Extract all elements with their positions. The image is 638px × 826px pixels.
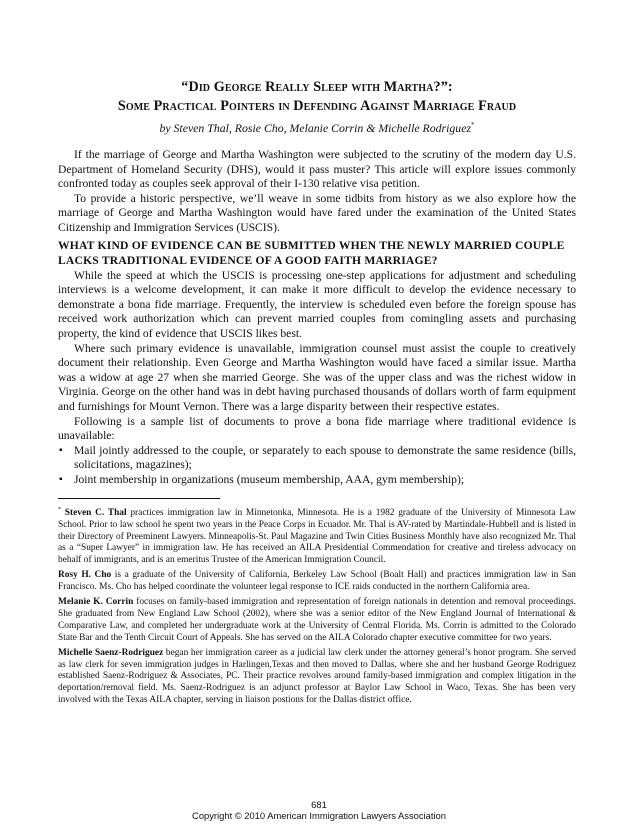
footnote-mark: *	[58, 506, 61, 513]
footnote-text: is a graduate of the University of California, Berkeley Law School (Boalt Hall) and practices immigration law in San Francisco. Ms. Cho has helped coordinate the volunteer legal response to ICE raids conducted in the northern California area.	[58, 570, 576, 593]
footnote	[58, 597, 576, 645]
list-item	[58, 473, 576, 488]
footnote	[58, 570, 576, 594]
bullet-icon: ▪	[59, 444, 63, 456]
footnote	[58, 648, 576, 708]
footnote-author-name: Melanie K. Corrin	[58, 597, 134, 608]
intro-paragraph-2: To provide a historic perspective, we’ll weave in some tidbits from history as we also explore how the marriage of George and Martha Washington would have fared under the examination of the United States Citizenship and Immigration Services (USCIS).	[58, 191, 576, 234]
section-paragraph-2: Where such primary evidence is unavailable, immigration counsel must assist the couple to creatively document their relationship. Even George and Martha Washington would have faced a similar issue. Martha was a widow at age 27 when she married George. She was of the upper class and was the richest widow in Virginia. George on the other hand was in debt having purchased thousands of dollars worth of farm equipment and furnishings for Mount Vernon. There was a large disparity between their respective estates.	[58, 341, 576, 414]
footnote-text: practices immigration law in Minnetonka, Minnesota. He is a 1982 graduate of the University of Minnesota Law School. Prior to law school he spent two years in the Peace Corps in Ecuador. Mr. Thal is AV-rated by Martindale-Hubbell and is listed in their Directory of Preeminent Lawyers. Minneapolis-St. Paul Magazine and Twin Cities Business Monthly have also recognized Mr. Thal as a “Super Lawyer” in immigration law. He has received an AILA Presidential Commendation for creative and tireless advocacy on behalf of immigrants, and is an emeritus Trustee of the American Immigration Council.	[58, 507, 577, 566]
footnote-author-name: Rosy H. Cho	[58, 570, 112, 581]
footnote-author-name: Steven C. Thal	[64, 507, 127, 518]
list-item	[58, 444, 576, 473]
author-byline	[58, 118, 576, 136]
footnote-divider	[58, 498, 220, 499]
document-page	[58, 78, 576, 710]
footnote-text: focuses on family-based immigration and representation of foreign nationals in detention and removal proceedings. She graduated from New England Law School (2002), where she was a senior editor of the New England Journal of International & Comparative Law, and completed her undergraduate work at the University of Central Florida. Ms. Corrin is admitted to the Colorado State Bar and the Tenth Circuit Court of Appeals. She has served on the AILA Colorado chapter executive committee for two years.	[58, 597, 576, 643]
byline-footnote-mark: *	[471, 121, 475, 129]
article-title	[58, 78, 576, 116]
list-item-text: Mail jointly addressed to the couple, or separately to each spouse to demonstrate the same residence (bills, solicitations, magazines);	[74, 443, 576, 472]
section-paragraph-3: Following is a sample list of documents to prove a bona fide marriage where traditional evidence is unavailable:	[58, 414, 576, 443]
footnote-text: began her immigration career as a judicial law clerk under the attorney general’s honor program. She served as law clerk for seven immigration judges in Harlingen,Texas and then moved to Dallas, where she and her husband George Rodriguez established Saenz-Rodriguez & Associates, PC. Their practice revolves around family-based immigration and complex litigation in the deportation/removal field. Ms. Saenz-Rodriguez is an adjunct professor at Baylor Law School in Waco, Texas. She has been very involved with the Texas AILA chapter, serving in liaison postions for the Dallas district office.	[58, 647, 576, 706]
copyright-notice: Copyright © 2010 American Immigration Lawyers Association	[192, 810, 446, 821]
evidence-list	[58, 444, 576, 488]
introduction	[58, 148, 576, 236]
footnote-author-name: Michelle Saenz-Rodriguez	[58, 647, 164, 658]
title-line-2: Some Practical Pointers in Defending Against Marriage Fraud	[117, 98, 517, 114]
page-number: 681	[311, 799, 327, 810]
footnotes	[58, 505, 576, 708]
section-paragraph-1: While the speed at which the USCIS is processing one-step applications for adjustment and scheduling interviews is a welcome development, it can make it more difficult to develop the evidence necessary to demonstrate a bona fide marriage. Frequently, the interview is scheduled even before the foreign spouse has received work authorization which can prevent married couples from comingling assets and purchasing property, the kind of evidence that USCIS likes best.	[58, 268, 576, 341]
bullet-icon: ▪	[59, 473, 63, 485]
intro-paragraph-1: If the marriage of George and Martha Washington were subjected to the scrutiny of the modern day U.S. Department of Homeland Security (DHS), would it pass muster? This article will explore issues commonly confronted today as couples seek approval of their I-130 relative visa petition.	[58, 147, 576, 191]
byline-text: by Steven Thal, Rosie Cho, Melanie Corrin & Michelle Rodriguez	[159, 120, 472, 135]
footnote	[58, 505, 576, 568]
section-heading: WHAT KIND OF EVIDENCE CAN BE SUBMITTED WHEN THE NEWLY MARRIED COUPLE LACKS TRADITIONAL EVIDENCE OF A GOOD FAITH MARRIAGE?	[58, 239, 565, 268]
section-body	[58, 269, 576, 488]
title-line-1: “Did George Really Sleep with Martha?”:	[181, 79, 453, 95]
list-item-text: Joint membership in organizations (museum membership, AAA, gym membership);	[74, 472, 465, 486]
